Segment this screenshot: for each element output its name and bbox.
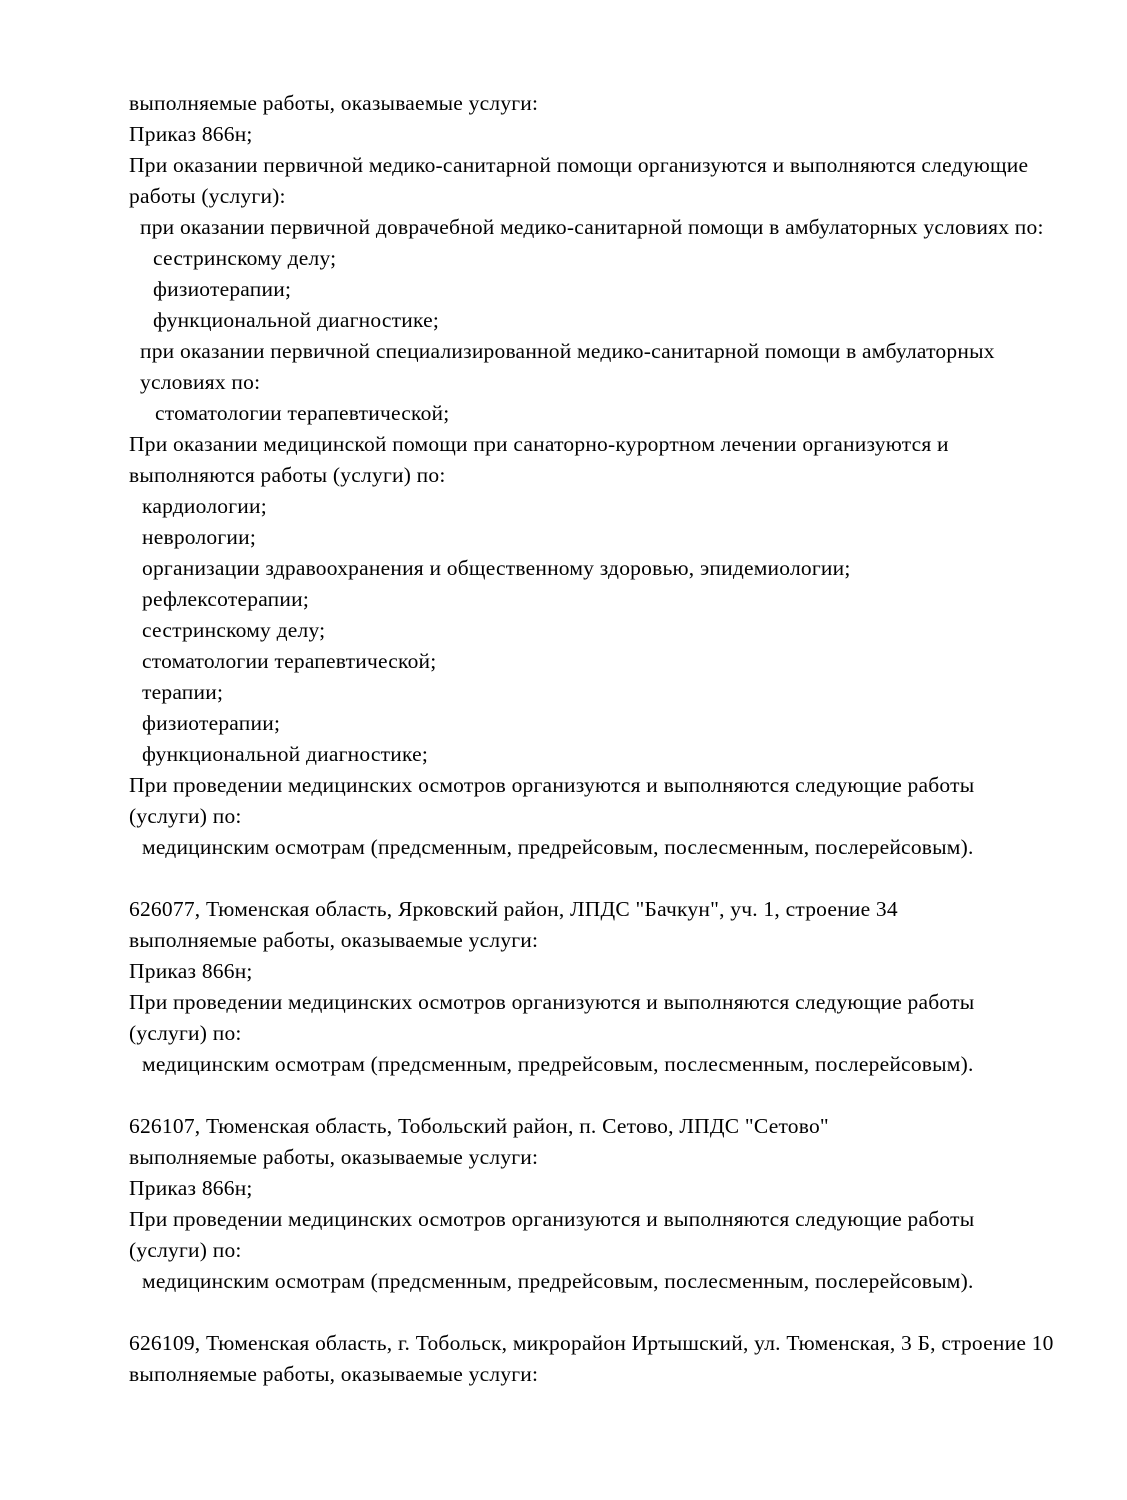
text-line: При оказании медицинской помощи при санаторно-курортном лечении организуются и выполняются работы (услуги) по: — [129, 432, 955, 487]
text-line: медицинским осмотрам (предсменным, предрейсовым, послесменным, послерейсовым). — [142, 835, 974, 859]
text-line: функциональной диагностике; — [142, 742, 429, 766]
block-continued-services — [129, 88, 1054, 863]
text-line: организации здравоохранения и общественному здоровью, эпидемиологии; — [142, 556, 851, 580]
text-line: выполняемые работы, оказываемые услуги: — [129, 1362, 539, 1386]
block-address-626107 — [129, 1111, 1054, 1297]
paragraph-spacer — [129, 1297, 1054, 1328]
text-line: выполняемые работы, оказываемые услуги: — [129, 91, 539, 115]
document-text-body — [129, 88, 1054, 1390]
text-line: 626107, Тюменская область, Тобольский район, п. Сетово, ЛПДС "Сетово" — [129, 1114, 829, 1138]
text-line: медицинским осмотрам (предсменным, предрейсовым, послесменным, послерейсовым). — [142, 1052, 974, 1076]
text-line: Приказ 866н; — [129, 1176, 253, 1200]
text-line: 626109, Тюменская область, г. Тобольск, микрорайон Иртышский, ул. Тюменская, 3 Б, строение 10 — [129, 1331, 1054, 1355]
text-line: Приказ 866н; — [129, 959, 253, 983]
block-address-626077 — [129, 894, 1054, 1080]
text-line: выполняемые работы, оказываемые услуги: — [129, 928, 539, 952]
text-line: сестринскому делу; — [153, 246, 337, 270]
text-line: стоматологии терапевтической; — [142, 649, 437, 673]
text-line: 626077, Тюменская область, Ярковский район, ЛПДС "Бачкун", уч. 1, строение 34 — [129, 897, 898, 921]
text-line: рефлексотерапии; — [142, 587, 310, 611]
block-address-626109 — [129, 1328, 1054, 1390]
text-line: выполняемые работы, оказываемые услуги: — [129, 1145, 539, 1169]
text-line: сестринскому делу; — [142, 618, 326, 642]
text-line: кардиологии; — [142, 494, 267, 518]
text-line: физиотерапии; — [153, 277, 292, 301]
text-line: медицинским осмотрам (предсменным, предрейсовым, послесменным, послерейсовым). — [142, 1269, 974, 1293]
text-line: физиотерапии; — [142, 711, 281, 735]
text-line: терапии; — [142, 680, 224, 704]
paragraph-spacer — [129, 863, 1054, 894]
text-line: При проведении медицинских осмотров организуются и выполняются следующие работы (услуги) по: — [129, 990, 980, 1045]
text-line: Приказ 866н; — [129, 122, 253, 146]
paragraph-spacer — [129, 1080, 1054, 1111]
text-line: При проведении медицинских осмотров организуются и выполняются следующие работы (услуги) по: — [129, 1207, 980, 1262]
text-line: неврологии; — [142, 525, 257, 549]
text-line: при оказании первичной доврачебной медико-санитарной помощи в амбулаторных условиях по: — [140, 215, 1044, 239]
text-line: При проведении медицинских осмотров организуются и выполняются следующие работы (услуги) по: — [129, 773, 980, 828]
text-line: стоматологии терапевтической; — [155, 401, 450, 425]
text-line: При оказании первичной медико-санитарной помощи организуются и выполняются следующие работы (услуги): — [129, 153, 1034, 208]
text-line: при оказании первичной специализированной медико-санитарной помощи в амбулаторных условиях по: — [140, 339, 1001, 394]
text-line: функциональной диагностике; — [153, 308, 440, 332]
